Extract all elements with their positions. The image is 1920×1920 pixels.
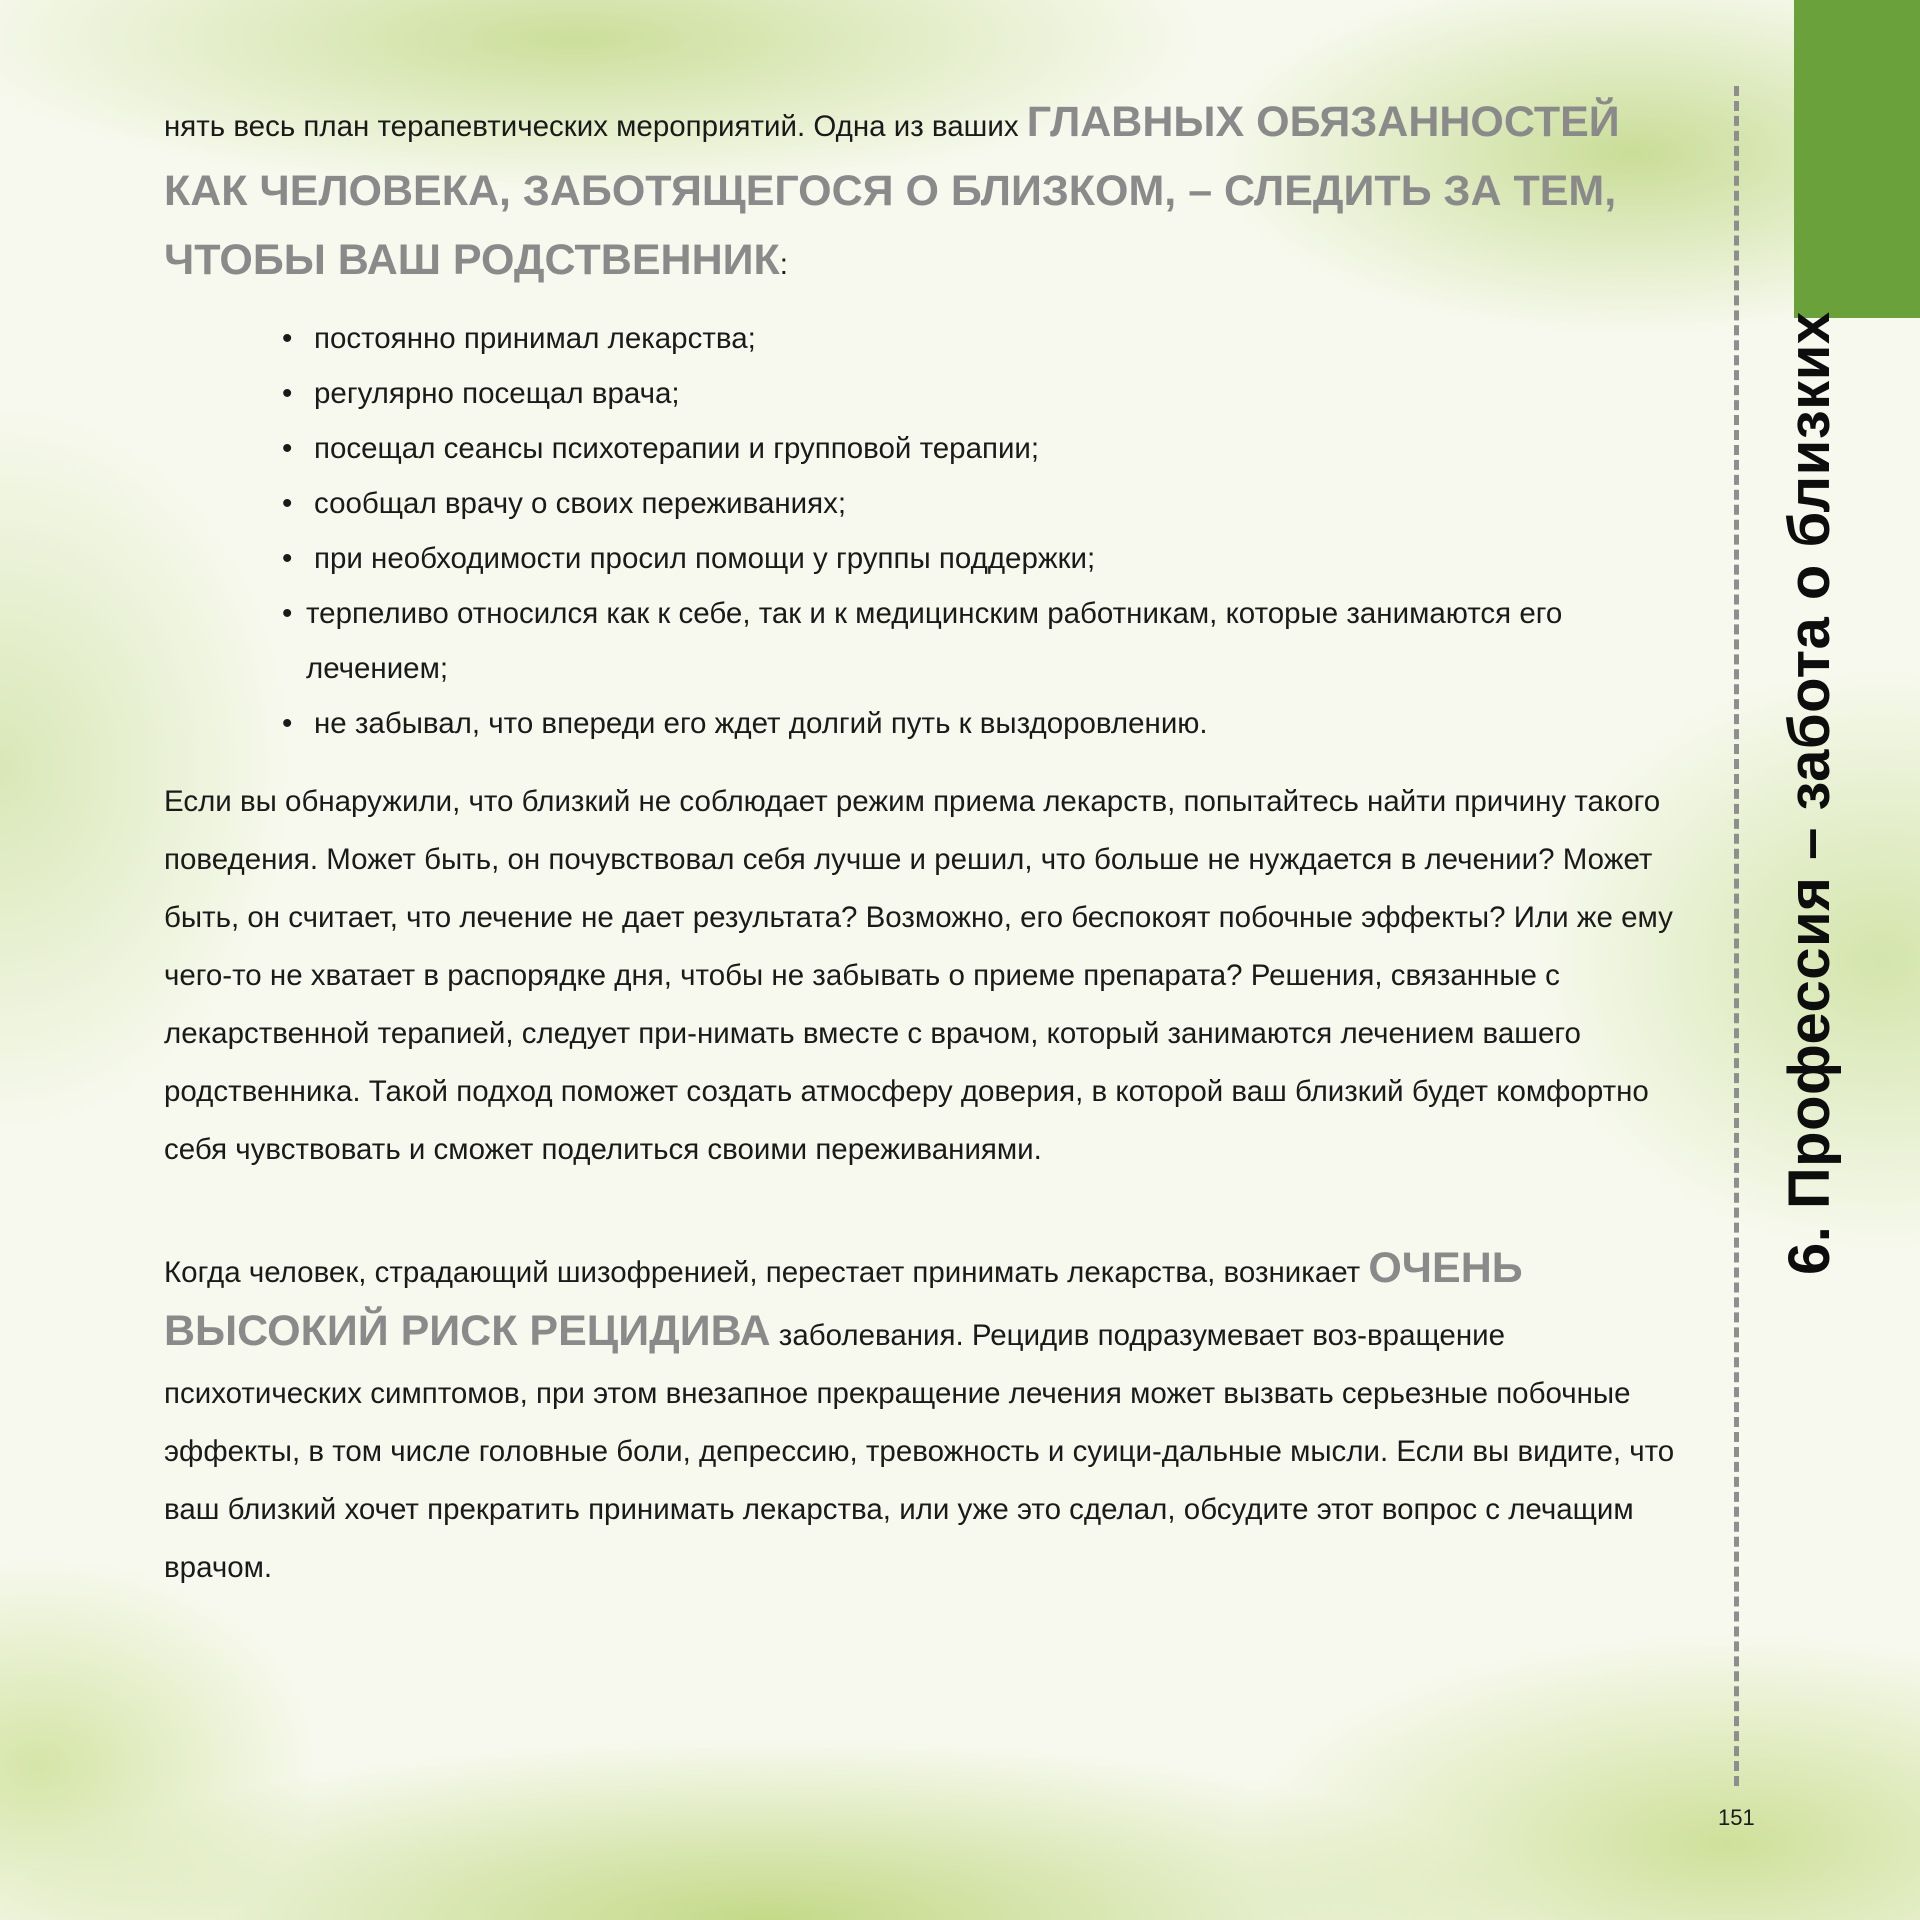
paragraph2-rest: заболевания. Рецидив подразумевает воз-вращение психотических симптомов, при этом внезапное прекращение лечения может вызвать серьезные побочные эффекты, в том числе головные боли, депрессию, тревожность и суици-дальные мысли. Если вы видите, что ваш близкий хочет прекратить принимать лекарства, или уже это сделал, обсудите этот вопрос с лечащим врачом. bbox=[164, 1319, 1675, 1584]
list-item: • при необходимости просил помощи у группы поддержки; bbox=[282, 531, 1710, 586]
duties-list bbox=[164, 311, 1710, 751]
relapse-highlight: ОЧЕНЬ ВЫСОКИЙ РИСК РЕЦИДИВА bbox=[164, 1244, 1523, 1355]
intro-paragraph bbox=[164, 90, 1710, 297]
intro-tail: : bbox=[779, 248, 788, 281]
chapter-title: 6. Профессия – забота о близких bbox=[1777, 311, 1842, 1275]
list-item: • не забывал, что впереди его ждет долгий путь к выздоровлению. bbox=[282, 696, 1710, 751]
list-item: • посещал сеансы психотерапии и групповой терапии; bbox=[282, 421, 1710, 476]
list-item: • сообщал врачу о своих переживаниях; bbox=[282, 476, 1710, 531]
body-paragraph-2 bbox=[164, 1239, 1710, 1597]
page-number: 151 bbox=[1718, 1805, 1755, 1830]
page-content bbox=[164, 90, 1710, 1597]
intro-highlight: ГЛАВНЫХ ОБЯЗАННОСТЕЙ КАК ЧЕЛОВЕКА, ЗАБОТЯЩЕГОСЯ О БЛИЗКОМ, – СЛЕДИТЬ ЗА ТЕМ, ЧТОБЫ ВАШ РОДСТВЕННИК bbox=[164, 98, 1620, 284]
list-item: • постоянно принимал лекарства; bbox=[282, 311, 1710, 366]
spacer bbox=[164, 1179, 1710, 1239]
paragraph2-lead: Когда человек, страдающий шизофренией, перестает принимать лекарства, возникает bbox=[164, 1256, 1369, 1289]
intro-lead: нять весь план терапевтических мероприятий. Одна из ваших bbox=[164, 110, 1027, 143]
list-item: • терпеливо относился как к себе, так и к медицинским работникам, которые занимаются его лечением; bbox=[282, 586, 1710, 696]
list-item: • регулярно посещал врача; bbox=[282, 366, 1710, 421]
chapter-tab bbox=[1794, 0, 1920, 318]
body-paragraph-1: Если вы обнаружили, что близкий не соблюдает режим приема лекарств, попытайтесь найти причину такого поведения. Может быть, он почувствовал себя лучше и решил, что больше не нуждается в лечении? Может быть, он считает, что лечение не дает результата? Возможно, его беспокоят побочные эффекты? Или же ему чего-то не хватает в распорядке дня, чтобы не забывать о приеме препарата? Решения, связанные с лекарственной терапией, следует при-нимать вместе с врачом, который занимаются лечением вашего родственника. Такой подход поможет создать атмосферу доверия, в которой ваш близкий будет комфортно себя чувствовать и сможет поделиться своими переживаниями. bbox=[164, 785, 1673, 1166]
dashed-divider bbox=[1734, 86, 1739, 1786]
